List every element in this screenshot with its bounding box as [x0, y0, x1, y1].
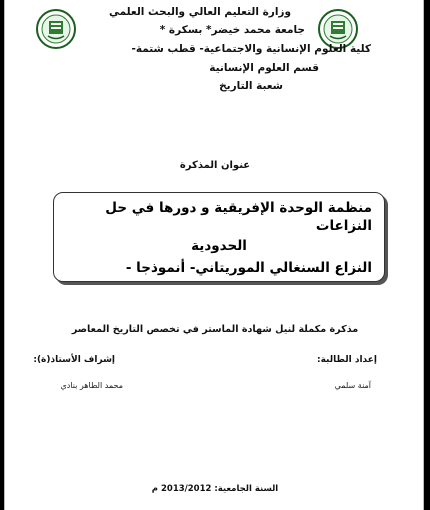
- thesis-subtitle: النزاع السنغالي الموريتاني- أنموذجا -: [125, 260, 372, 276]
- university-name: جامعة محمد خيضر* بسكرة *: [159, 24, 305, 36]
- faculty-name: كلية العلوم الإنسانية والاجتماعية- قطب شتمة-: [131, 43, 371, 55]
- thesis-title-box: [53, 192, 385, 282]
- student-name: آمنة سلمي: [334, 381, 371, 390]
- thesis-degree-note: مذكرة مكملة لنيل شهادة الماستر في تخصص التاريخ المعاصر: [71, 324, 359, 335]
- department-name: قسم العلوم الإنسانية: [209, 62, 319, 74]
- supervisor-name: محمد الطاهر بنادي: [60, 381, 123, 390]
- branch-name: شعبة التاريخ: [219, 80, 283, 92]
- thesis-title-line-1: منظمة الوحدة الإفريقية و دورها في حل النزاعات: [105, 200, 372, 234]
- ministry-name: وزارة التعليم العالي والبحث العلمي: [108, 6, 291, 18]
- university-logo-left: [35, 8, 77, 50]
- document-page: [4, 0, 424, 510]
- student-label: إعداد الطالبة:: [317, 355, 377, 365]
- supervisor-label: إشراف الأستاذ(ة):: [33, 355, 115, 365]
- academic-year: السنة الجامعية: 2013/2012 م: [151, 484, 279, 494]
- thesis-title-line-2: الحدودية: [191, 238, 247, 254]
- thesis-title-label: عنوان المذكرة: [179, 160, 251, 171]
